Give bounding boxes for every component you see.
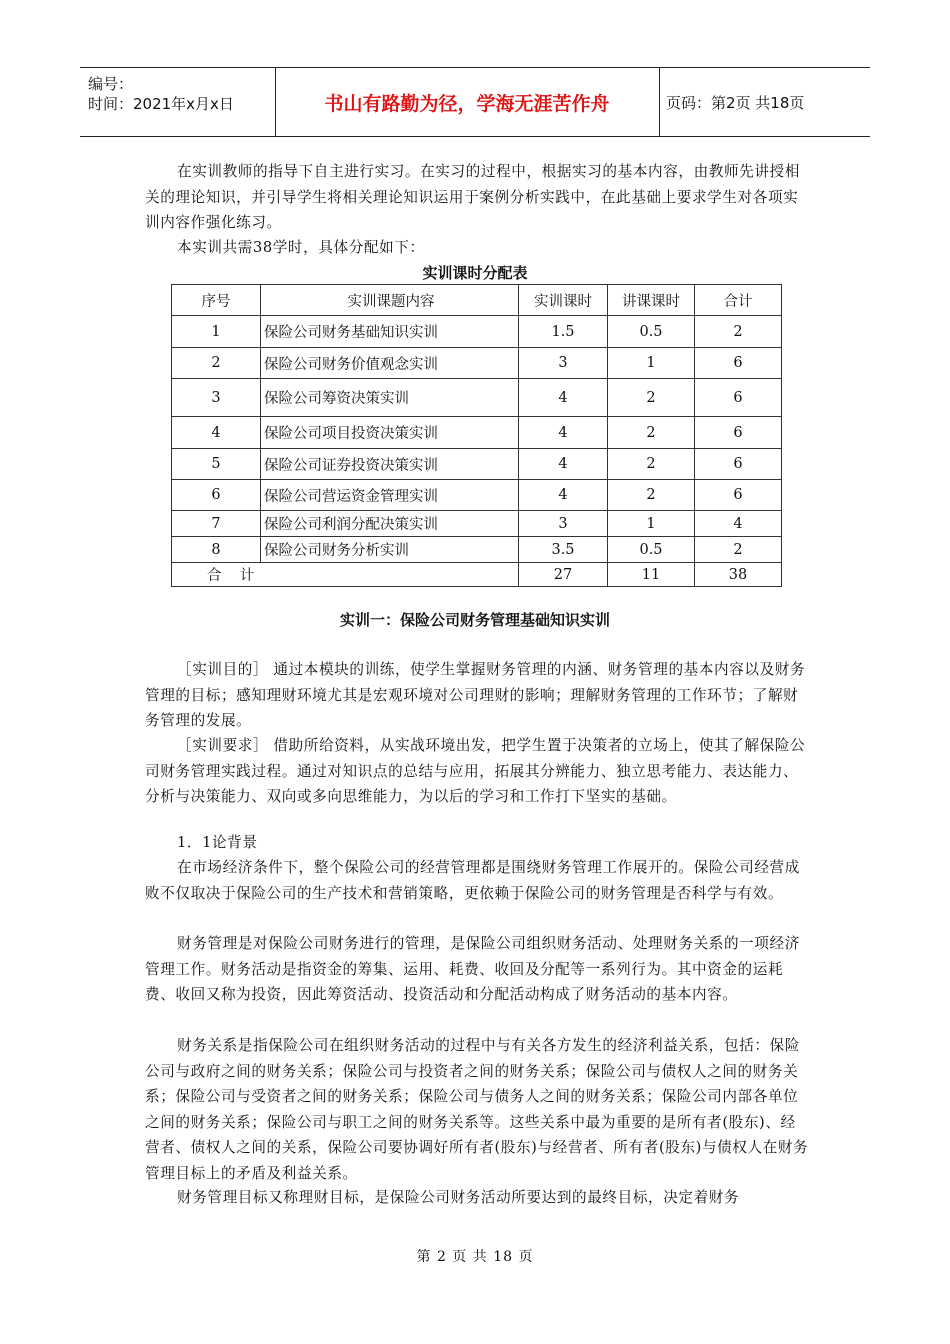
cell-index: 3 — [172, 379, 261, 417]
header-motto: 书山有路勤为径，学海无涯苦作舟 — [324, 92, 610, 115]
section-title: 实训一：保险公司财务管理基础知识实训 — [339, 611, 610, 629]
cell-total: 2 — [695, 537, 782, 563]
cell-topic: 保险公司利润分配决策实训 — [261, 511, 519, 537]
total-hours: 38 — [695, 563, 782, 587]
cell-index: 4 — [172, 417, 261, 449]
table-row — [172, 379, 782, 417]
total-practice-hours: 27 — [519, 563, 608, 587]
page-header — [80, 67, 870, 137]
cell-total: 6 — [695, 480, 782, 511]
table-row — [172, 348, 782, 379]
cell-topic: 保险公司证券投资决策实训 — [261, 449, 519, 480]
cell-lecture-hours: 2 — [608, 417, 695, 449]
training-purpose: ［实训目的］ 通过本模块的训练，使学生掌握财务管理的内涵、财务管理的基本内容以及财务管理的目标；感知理财环境尤其是宏观环境对公司理财的影响；理解财务管理的工作环节；了解财务管理的发展。 — [145, 661, 806, 729]
cell-index: 6 — [172, 480, 261, 511]
column-header: 合计 — [695, 285, 782, 316]
hours-table — [171, 284, 782, 587]
cell-topic: 保险公司财务分析实训 — [261, 537, 519, 563]
cell-practice-hours: 4 — [519, 379, 608, 417]
table-total-row — [172, 563, 782, 587]
body-paragraph: 在市场经济条件下，整个保险公司的经营管理都是围绕财务管理工作展开的。保险公司经营成败不仅取决于保险公司的生产技术和营销策略，更依赖于保险公司的财务管理是否科学与有效。 — [145, 859, 800, 902]
cell-practice-hours: 1.5 — [519, 316, 608, 348]
cell-topic: 保险公司财务价值观念实训 — [261, 348, 519, 379]
total-lecture-hours: 11 — [608, 563, 695, 587]
table-row — [172, 537, 782, 563]
header-meta — [80, 68, 275, 136]
intro-paragraph: 在实训教师的指导下自主进行实习。在实习的过程中，根据实习的基本内容，由教师先讲授相关的理论知识，并引导学生将相关理论知识运用于案例分析实践中，在此基础上要求学生对各项实训内容作强化练习。 — [145, 163, 800, 231]
body-paragraph: 财务管理目标又称理财目标，是保险公司财务活动所要达到的最终目标，决定着财务 — [177, 1189, 740, 1206]
subsection-heading: 1．1论背景 — [177, 834, 258, 851]
cell-total: 4 — [695, 511, 782, 537]
cell-total: 6 — [695, 449, 782, 480]
doc-code-label: 编号： — [88, 75, 134, 93]
table-row — [172, 480, 782, 511]
table-row — [172, 511, 782, 537]
cell-lecture-hours: 2 — [608, 379, 695, 417]
cell-topic: 保险公司筹资决策实训 — [261, 379, 519, 417]
cell-index: 7 — [172, 511, 261, 537]
cell-lecture-hours: 1 — [608, 348, 695, 379]
cell-total: 2 — [695, 316, 782, 348]
column-header: 实训课时 — [519, 285, 608, 316]
intro-hours-note: 本实训共需38学时，具体分配如下： — [177, 239, 425, 256]
cell-index: 2 — [172, 348, 261, 379]
table-header-row — [172, 285, 782, 316]
cell-lecture-hours: 2 — [608, 480, 695, 511]
cell-practice-hours: 4 — [519, 417, 608, 449]
cell-lecture-hours: 0.5 — [608, 316, 695, 348]
cell-practice-hours: 3.5 — [519, 537, 608, 563]
training-requirement: ［实训要求］ 借助所给资料，从实战环境出发，把学生置于决策者的立场上，使其了解保险公司财务管理实践过程。通过对知识点的总结与应用，拓展其分辨能力、独立思考能力、表达能力、分析与决策能力、双向或多向思维能力，为以后的学习和工作打下坚实的基础。 — [145, 737, 806, 805]
body-paragraph: 财务关系是指保险公司在组织财务活动的过程中与有关各方发生的经济利益关系，包括：保险公司与政府之间的财务关系；保险公司与投资者之间的财务关系；保险公司与债权人之间的财务关系；保险公司与受资者之间的财务关系；保险公司与债务人之间的财务关系；保险公司内部各单位之间的财务关系；保险公司与职工之间的财务关系等。这些关系中最为重要的是所有者(股东)、经营者、债权人之间的关系，保险公司要协调好所有者(股东)与经营者、所有者(股东)与债权人在财务管理目标上的矛盾及利益关系。 — [145, 1037, 809, 1182]
cell-practice-hours: 4 — [519, 449, 608, 480]
table-row — [172, 417, 782, 449]
doc-date-label: 时间：2021年x月x日 — [88, 95, 234, 113]
cell-practice-hours: 4 — [519, 480, 608, 511]
cell-total: 6 — [695, 417, 782, 449]
cell-total: 6 — [695, 348, 782, 379]
cell-index: 5 — [172, 449, 261, 480]
column-header: 实训课题内容 — [261, 285, 519, 316]
column-header: 讲课课时 — [608, 285, 695, 316]
table-title: 实训课时分配表 — [422, 264, 528, 282]
column-header: 序号 — [172, 285, 261, 316]
cell-total: 6 — [695, 379, 782, 417]
cell-index: 1 — [172, 316, 261, 348]
cell-topic: 保险公司营运资金管理实训 — [261, 480, 519, 511]
cell-topic: 保险公司项目投资决策实训 — [261, 417, 519, 449]
page-footer: 第 2 页 共 18 页 — [416, 1249, 534, 1265]
cell-practice-hours: 3 — [519, 511, 608, 537]
cell-topic: 保险公司财务基础知识实训 — [261, 316, 519, 348]
cell-index: 8 — [172, 537, 261, 563]
header-page-info: 页码：第2页 共18页 — [666, 93, 805, 112]
cell-lecture-hours: 0.5 — [608, 537, 695, 563]
cell-practice-hours: 3 — [519, 348, 608, 379]
table-row — [172, 316, 782, 348]
cell-lecture-hours: 1 — [608, 511, 695, 537]
total-label: 合 计 — [172, 563, 519, 587]
cell-lecture-hours: 2 — [608, 449, 695, 480]
body-paragraph: 财务管理是对保险公司财务进行的管理，是保险公司组织财务活动、处理财务关系的一项经济管理工作。财务活动是指资金的筹集、运用、耗费、收回及分配等一系列行为。其中资金的运耗费、收回又称为投资，因此筹资活动、投资活动和分配活动构成了财务活动的基本内容。 — [145, 935, 800, 1003]
table-row — [172, 449, 782, 480]
